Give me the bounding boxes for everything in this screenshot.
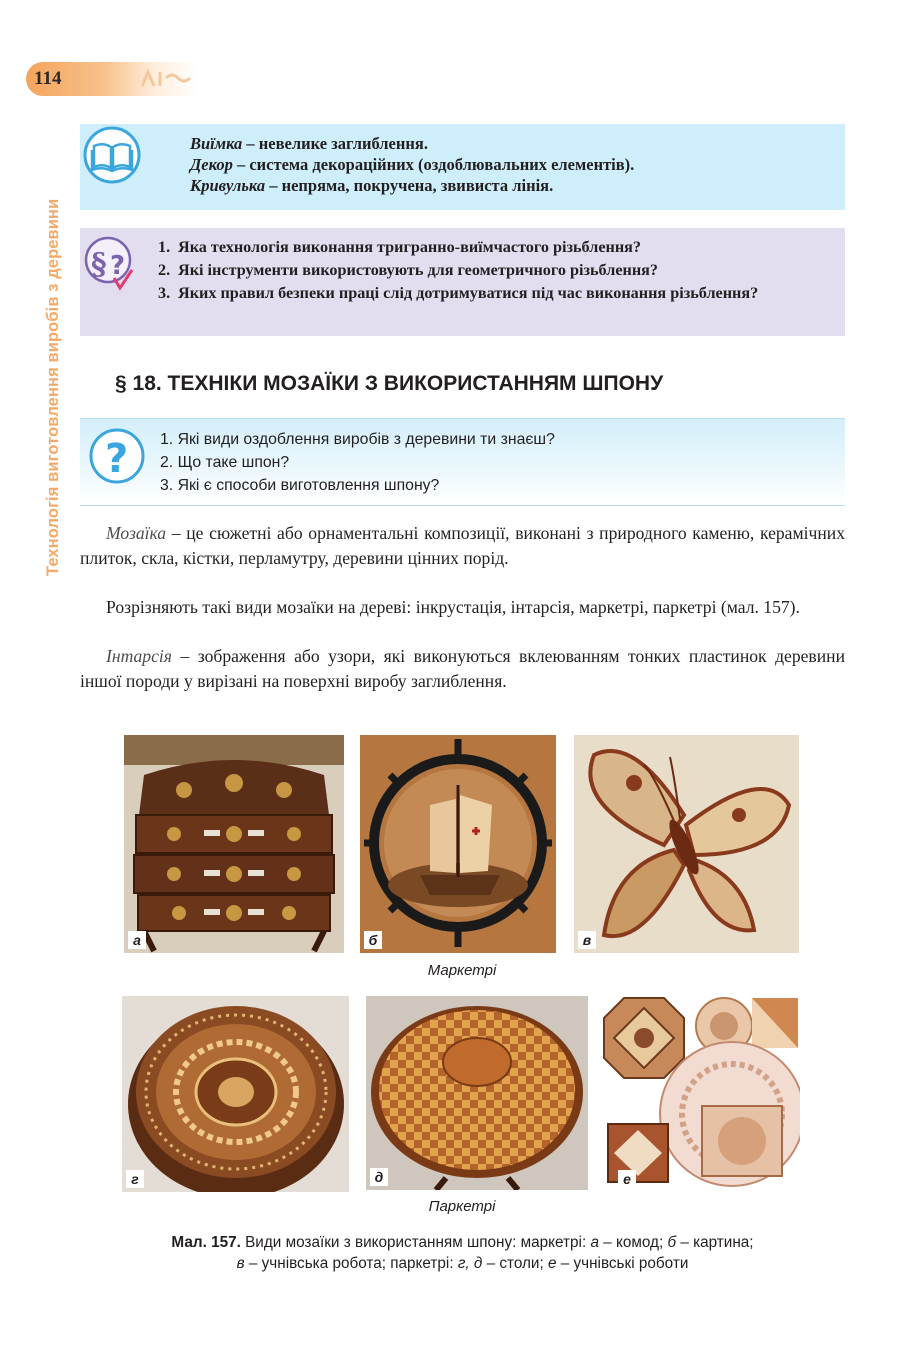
paragraph-types: Розрізняють такі види мозаїки на дереві: інкрустація, інтарсія, маркетрі, паркетрі (мал. 157).	[106, 597, 800, 617]
figure-caption: Мал. 157. Види мозаїки з використанням шпону: маркетрі: а – комод; б – картина; в – учнівська робота; паркетрі: г, д – столи; е – учнівські роботи	[171, 1234, 754, 1272]
book-icon	[83, 126, 141, 184]
pre-question: 3. Які є способи виготовлення шпону?	[160, 477, 440, 494]
header-decoration	[138, 68, 194, 90]
photo-student-works	[602, 996, 800, 1190]
paragraph-mosaic: Мозаїка – це сюжетні або орнаментальні композиції, виконані з природного каменю, керамічних плиток, скла, кістки, перламутру, деревини цінних порід.	[80, 523, 845, 568]
photo-round-table	[122, 996, 349, 1192]
page-number: 114	[34, 68, 62, 89]
review-question: 3. Яких правил безпеки праці слід дотримуватися під час виконання різьблення?	[158, 284, 759, 302]
question-icon	[88, 427, 146, 485]
dictionary-box	[80, 124, 845, 210]
svg-text:§: §	[91, 247, 107, 282]
side-chapter-title: Технологія виготовлення виробів з деревини	[44, 198, 62, 576]
page-number-tab	[26, 62, 196, 96]
pre-question: 2. Що таке шпон?	[160, 454, 290, 471]
photo-letter: е	[618, 1170, 636, 1188]
photo-letter: б	[364, 931, 382, 949]
dictionary-entry: Кривулька – непряма, покручена, звивиста лінія.	[190, 176, 554, 195]
photo-ship-picture	[360, 735, 556, 953]
review-question: 2. Які інструменти використовують для геометричного різьблення?	[158, 261, 659, 279]
review-questions-box	[80, 228, 845, 336]
dictionary-entry: Виїмка – невелике заглиблення.	[190, 134, 428, 153]
photo-checker-table	[366, 996, 588, 1190]
pre-question: 1. Які види оздоблення виробів з деревини ти знаєш?	[160, 431, 555, 448]
svg-text:?: ?	[110, 251, 126, 281]
photo-butterfly	[574, 735, 799, 953]
photo-commode	[124, 735, 344, 953]
photo-letter: а	[128, 931, 146, 949]
section-sign-question-icon	[84, 234, 136, 292]
photo-letter: в	[578, 931, 596, 949]
pre-questions-box	[80, 418, 845, 506]
svg-text:?: ?	[105, 436, 129, 482]
paragraph-intarsia: Інтарсія – зображення або узори, які виконуються вклеюванням тонких пластинок деревини іншої породи у вирізані на поверхні виробу заглиблення.	[80, 646, 845, 691]
photo-letter: д	[370, 1168, 388, 1186]
photo-letter: г	[126, 1170, 144, 1188]
marketri-label: Маркетрі	[427, 962, 497, 979]
dictionary-entry: Декор – система декораційних (оздоблювальних елементів).	[190, 155, 635, 174]
parketri-label: Паркетрі	[428, 1198, 496, 1215]
section-heading: § 18. ТЕХНІКИ МОЗАЇКИ З ВИКОРИСТАННЯМ ШПОНУ	[115, 372, 664, 395]
review-question: 1. Яка технологія виконання тригранно-виїмчастого різьблення?	[158, 238, 642, 256]
